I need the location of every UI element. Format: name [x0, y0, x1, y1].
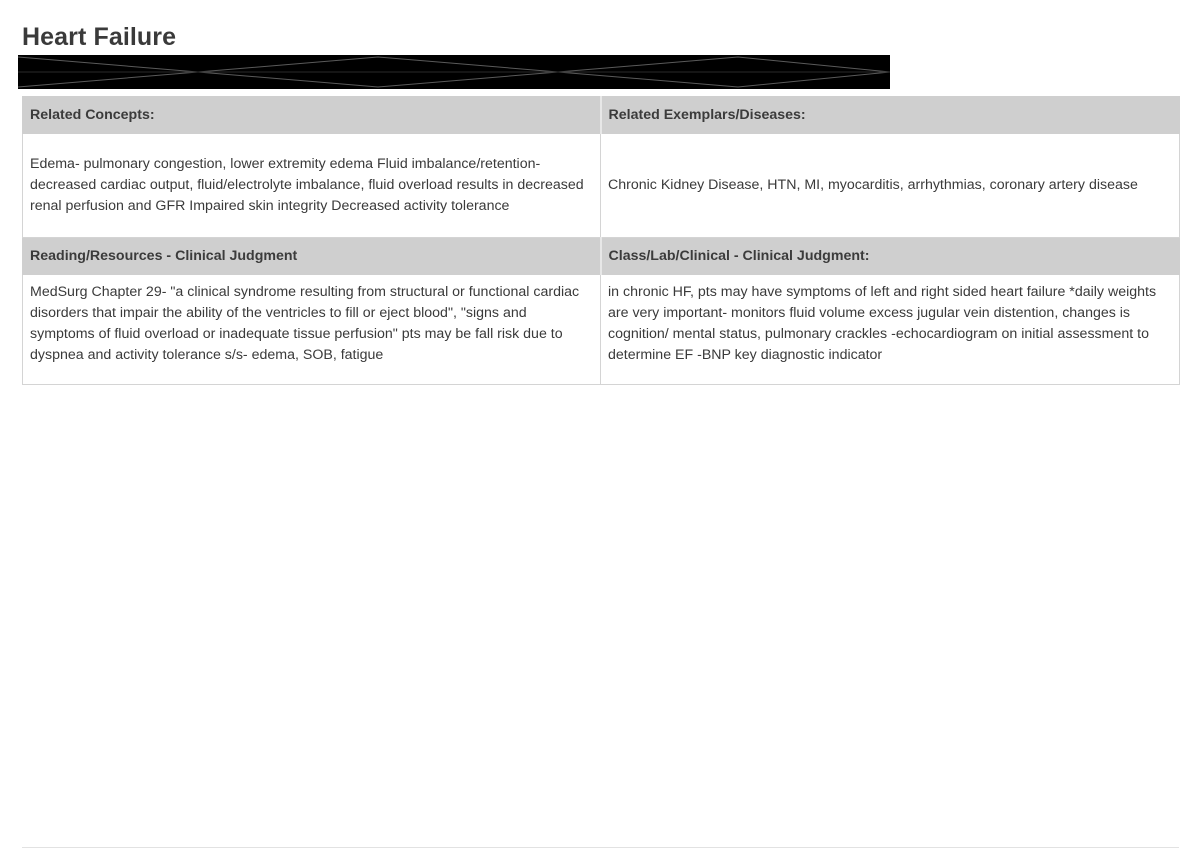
table-header-row — [23, 238, 1180, 275]
class-lab-clinical-cell: in chronic HF, pts may have symptoms of left and right sided heart failure *daily weights are very important- monitors fluid volume excess jugular vein distention, changes is cognition/ mental status, pulmonary crackles -echocardiogram on initial assessment to determine EF -BNP key diagnostic indicator — [601, 275, 1180, 385]
reading-resources-cell: MedSurg Chapter 29- "a clinical syndrome resulting from structural or functional cardiac disorders that impair the ability of the ventricles to fill or eject blood", "signs and symptoms of fluid overload or inadequate tissue perfusion" pts may be fall risk due to dyspnea and activity tolerance s/s- edema, SOB, fatigue — [23, 275, 601, 385]
footer-divider — [22, 847, 1179, 848]
table-header-row — [23, 97, 1180, 134]
related-concepts-cell: Edema- pulmonary congestion, lower extremity edema Fluid imbalance/retention- decreased cardiac output, fluid/electrolyte imbalance, fluid overload results in decreased renal perfusion and GFR Impaired skin integrity Decreased activity tolerance — [23, 134, 601, 238]
table-row — [23, 275, 1180, 385]
reading-resources-header: Reading/Resources - Clinical Judgment — [23, 238, 601, 275]
related-concepts-header: Related Concepts: — [23, 97, 601, 134]
page-title: Heart Failure — [22, 23, 177, 51]
redaction-bar — [18, 55, 890, 89]
related-exemplars-header: Related Exemplars/Diseases: — [601, 97, 1180, 134]
related-exemplars-cell: Chronic Kidney Disease, HTN, MI, myocarditis, arrhythmias, coronary artery disease — [601, 134, 1180, 238]
table-row — [23, 134, 1180, 238]
class-lab-clinical-header: Class/Lab/Clinical - Clinical Judgment: — [601, 238, 1180, 275]
concept-map-table — [22, 96, 1180, 385]
